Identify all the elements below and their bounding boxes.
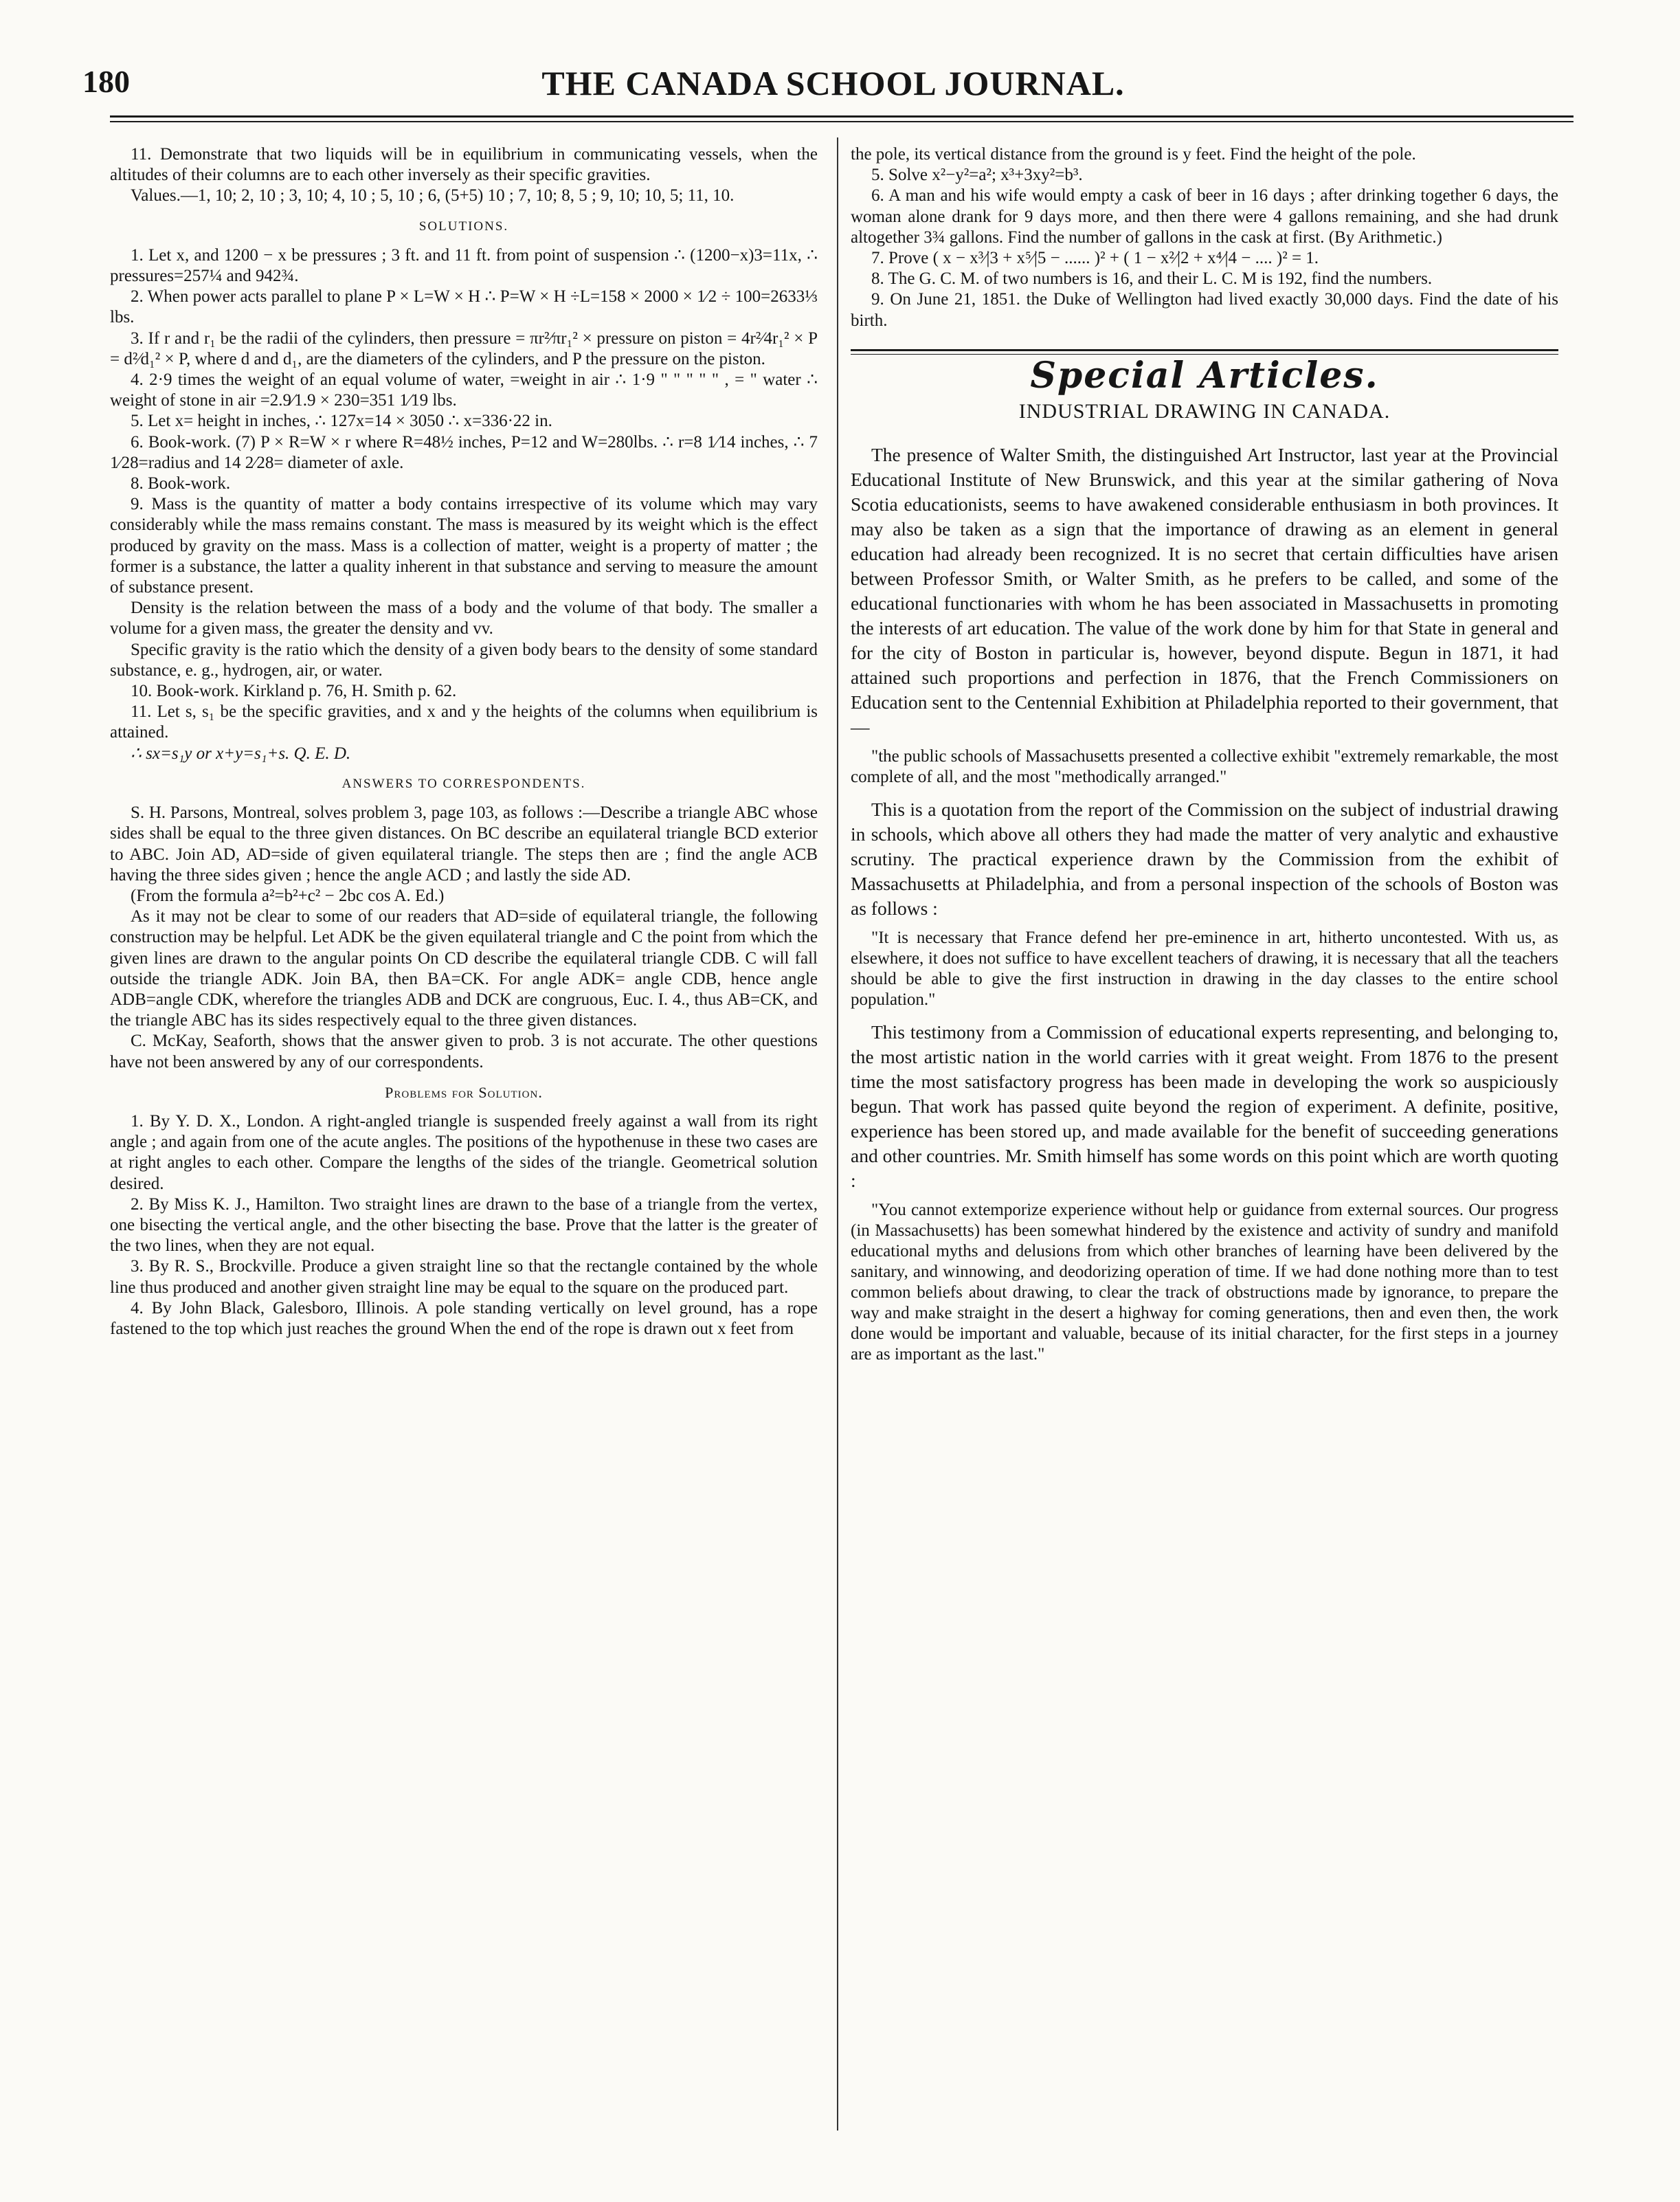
running-head xyxy=(82,63,1584,111)
problems-heading: Problems for Solution. xyxy=(385,1083,543,1101)
solution-5: 5. Let x= height in inches, ∴ 127x=14 × 3050 ∴ x=336·22 in. xyxy=(131,412,552,431)
problem-9: 9. On June 21, 1851. the Duke of Wellington had lived exactly 30,000 days. Find the date of his birth. xyxy=(851,290,1558,330)
header-rule xyxy=(110,121,1573,122)
article-paragraph: The presence of Walter Smith, the distinguished Art Instructor, last year at the Provincial Educational Institute of New Brunswick, and this year at the similar gathering of Nova Scotia educationists, seems to have awakened considerable enthusiasm in both provinces. It may also be taken as a sign that the importance of drawing as an element in general education had already been recognized. It is no secret that certain difficulties have arisen between Professor Smith, or Walter Smith, as he prefers to be called, and some of the educational functionaries with whom he has been associated in Massachusetts in promoting the interests of art education. The value of the work done by him for that State in general and for the city of Boston in particular is, however, beyond dispute. Begun in 1871, it had attained such proportions and perfection in 1876, that the French Commissioners on Education sent to the Centennial Exhibition at Philadelphia reported to their government, that— xyxy=(851,444,1558,738)
solution-4: 4. 2·9 times the weight of an equal volume of water, =weight in air ∴ 1·9 " " " " " , = " water ∴ weight of stone in air =2.9⁄1.9 × 230=351 1⁄19 lbs. xyxy=(110,370,818,410)
solution-6: 6. Book-work. (7) P × R=W × r where R=48½ inches, P=12 and W=280lbs. ∴ r=8 1⁄14 inches, ∴ 7 1⁄28=radius and 14 2⁄28= diameter of axle. xyxy=(110,432,818,472)
answers-heading: ANSWERS TO CORRESPONDENTS. xyxy=(341,776,586,791)
answer-mckay: C. McKay, Seaforth, shows that the answer given to prob. 3 is not accurate. The other questions have not been answered by any of our correspondents. xyxy=(110,1032,818,1071)
article-quote: "the public schools of Massachusetts presented a collective exhibit "extremely remarkable, the most complete of all, and the most "methodically arranged." xyxy=(851,747,1558,787)
problem-7: 7. Prove ( x − x³⁄|3 + x⁵⁄|5 − ...... )² + ( 1 − x²⁄|2 + x⁴⁄|4 − .... )² = 1. xyxy=(871,249,1319,268)
article-quote: "It is necessary that France defend her pre-eminence in art, hitherto uncontested. With us, as elsewhere, it does not suffice to have excellent teachers of drawing, it is necessary that all the teachers should be able to give the first instruction in drawing in the day classes to the entire school population." xyxy=(851,928,1558,1010)
problem-2: 2. By Miss K. J., Hamilton. Two straight lines are drawn to the base of a triangle from the vertex, one bisecting the vertical angle, and the other bisecting the base. Prove that the latter is the greater of the two lines, when they are not equal. xyxy=(110,1194,818,1256)
question-11: 11. Demonstrate that two liquids will be in equilibrium in communicating vessels, when the altitudes of their columns are to each other inversely as their specific gravities. xyxy=(110,145,818,185)
problem-8: 8. The G. C. M. of two numbers is 16, and their L. C. M is 192, find the numbers. xyxy=(871,269,1433,289)
values-line: Values.—1, 10; 2, 10 ; 3, 10; 4, 10 ; 5, 10 ; 6, (5+5) 10 ; 7, 10; 8, 5 ; 9, 10; 10, 5; 11, 10. xyxy=(131,186,735,205)
special-articles-title: Special Articles. xyxy=(1030,354,1379,397)
problem-3: 3. By R. S., Brockville. Produce a given straight line so that the rectangle contained by the whole line thus produced and another given straight line may be equal to the square on the produced part. xyxy=(110,1257,818,1297)
solution-11: 11. Let s, s₁ be the specific gravities, and x and y the heights of the columns when equilibrium is attained. xyxy=(110,702,818,742)
article-paragraph: This is a quotation from the report of the Commission on the subject of industrial drawing in schools, which above all others they had made the matter of very analytic and exhaustive scrutiny. The practical experience drawn by the Commission from the exhibit of Massachusetts at Philadelphia, and from a personal inspection of the schools of Boston was as follows : xyxy=(851,799,1558,920)
solution-9-mass: 9. Mass is the quantity of matter a body contains irrespective of its volume which may vary considerably while the mass remains constant. The mass is measured by its weight which is the effect produced by gravity on the mass. Mass is a collection of matter, weight is a property of matter ; the former is a substance, the latter a quality inherent in that substance and serving to measure the amount of substance present. xyxy=(110,495,818,597)
solution-9-density: Density is the relation between the mass of a body and the volume of that body. The smaller a volume for a given mass, the greater the density and vv. xyxy=(110,599,818,638)
answer-construction: As it may not be clear to some of our readers that AD=side of equilateral triangle, the following construction may be helpful. Let ADK be the given equilateral triangle and C the point from which the given lines are drawn to the angular points On CD describe the equilateral triangle CDB. C will fall outside the triangle ADK. Join BA, then BA=CK. For angle ADK= angle CDB, hence angle ADB=angle CDK, wherefore the triangles ADB and DCK are congruous, Euc. I. 4., thus AB=CK, and the triangle ABC has its sides respectively equal to the three given distances. xyxy=(110,907,818,1030)
answer-parsons: S. H. Parsons, Montreal, solves problem 3, page 103, as follows :—Describe a triangle ABC whose sides shall be equal to the three given distances. On BC describe an equilateral triangle BCD exterior to ABC. Join AD, AD=side of given equilateral triangle. The steps then are ; find the angle ACB having the three sides given ; hence the angle ACD ; and lastly the side AD. xyxy=(110,803,818,885)
answer-formula: (From the formula a²=b²+c² − 2bc cos A. Ed.) xyxy=(131,886,445,905)
header-rule xyxy=(110,115,1573,118)
left-column xyxy=(110,144,818,1339)
problem-6: 6. A man and his wife would empty a cask of beer in 16 days ; after drinking together 6 days, the woman alone drank for 9 days more, and then there were 4 gallons remaining, and she had drunk altogether 3¾ gallons. Find the number of gallons in the cask at first. (By Arithmetic.) xyxy=(851,186,1558,247)
solutions-heading: SOLUTIONS. xyxy=(418,219,509,234)
right-column xyxy=(851,144,1558,1375)
column-divider xyxy=(837,137,838,2131)
page-number: 180 xyxy=(82,64,130,99)
solution-10: 10. Book-work. Kirkland p. 76, H. Smith p. 62. xyxy=(131,682,457,701)
problem-4: 4. By John Black, Galesboro, Illinois. A pole standing vertically on level ground, has a rope fastened to the top which just reaches the ground When the end of the rope is drawn out x feet from xyxy=(110,1298,818,1338)
journal-title: THE CANADA SCHOOL JOURNAL. xyxy=(541,64,1125,102)
problem-4-continued: the pole, its vertical distance from the ground is y feet. Find the height of the pole. xyxy=(851,145,1416,164)
article-title: INDUSTRIAL DRAWING IN CANADA. xyxy=(1018,400,1391,423)
problem-5: 5. Solve x²−y²=a²; x³+3xy²=b³. xyxy=(871,166,1083,185)
problem-1: 1. By Y. D. X., London. A right-angled triangle is suspended freely against a wall from its right angle ; and again from one of the acute angles. The positions of the hypothenuse in these two cases are at right angles to each other. Compare the lengths of the sides of the triangle. Geometrical solution desired. xyxy=(110,1111,818,1193)
section-rule xyxy=(851,349,1558,351)
solution-2: 2. When power acts parallel to plane P × L=W × H ∴ P=W × H ÷L=158 × 2000 × 1⁄2 ÷ 100=2633⅓ lbs. xyxy=(110,287,818,327)
solution-9-specific-gravity: Specific gravity is the ratio which the density of a given body bears to the density of some standard substance, e. g., hydrogen, air, or water. xyxy=(110,640,818,680)
solution-1: 1. Let x, and 1200 − x be pressures ; 3 ft. and 11 ft. from point of suspension ∴ (1200−x)3=11x, ∴ pressures=257¼ and 942¾. xyxy=(110,245,818,286)
solution-3: 3. If r and r₁ be the radii of the cylinders, then pressure = πr²⁄πr₁² × pressure on piston = 4r²⁄4r₁² × P = d²⁄d₁² × P, where d and d₁, are the diameters of the cylinders, and P the pressure on the piston. xyxy=(110,329,818,368)
solution-11-result: ∴ sx=s₁y or x+y=s₁+s. Q. E. D. xyxy=(131,744,351,763)
article-quote: "You cannot extemporize experience without help or guidance from external sources. Our progress (in Massachusetts) has been somewhat hindered by the existence and activity of sundry and manifold educational myths and delusions from which other branches of learning have been delivered by the sanitary, and winnowing, and deodorizing operation of time. If we had done nothing more than to test common beliefs about drawing, to clear the track of obstructions made by ignorance, to prepare the way and make straight in the desert a highway for coming generations, then and even then, the work done would be important and valuable, because of its initial character, for the first steps in a journey are as important as the last." xyxy=(851,1201,1558,1364)
article-paragraph: This testimony from a Commission of educational experts representing, and belonging to, the most artistic nation in the world carries with it great weight. From 1876 to the present time the most satisfactory progress has been made in developing the work so auspiciously begun. That work has passed quite beyond the region of experiment. A definite, positive, experience has been stored up, and made available for the benefit of succeeding generations and other countries. Mr. Smith himself has some words on this point which are worth quoting : xyxy=(851,1021,1558,1192)
solution-8: 8. Book-work. xyxy=(131,474,231,493)
